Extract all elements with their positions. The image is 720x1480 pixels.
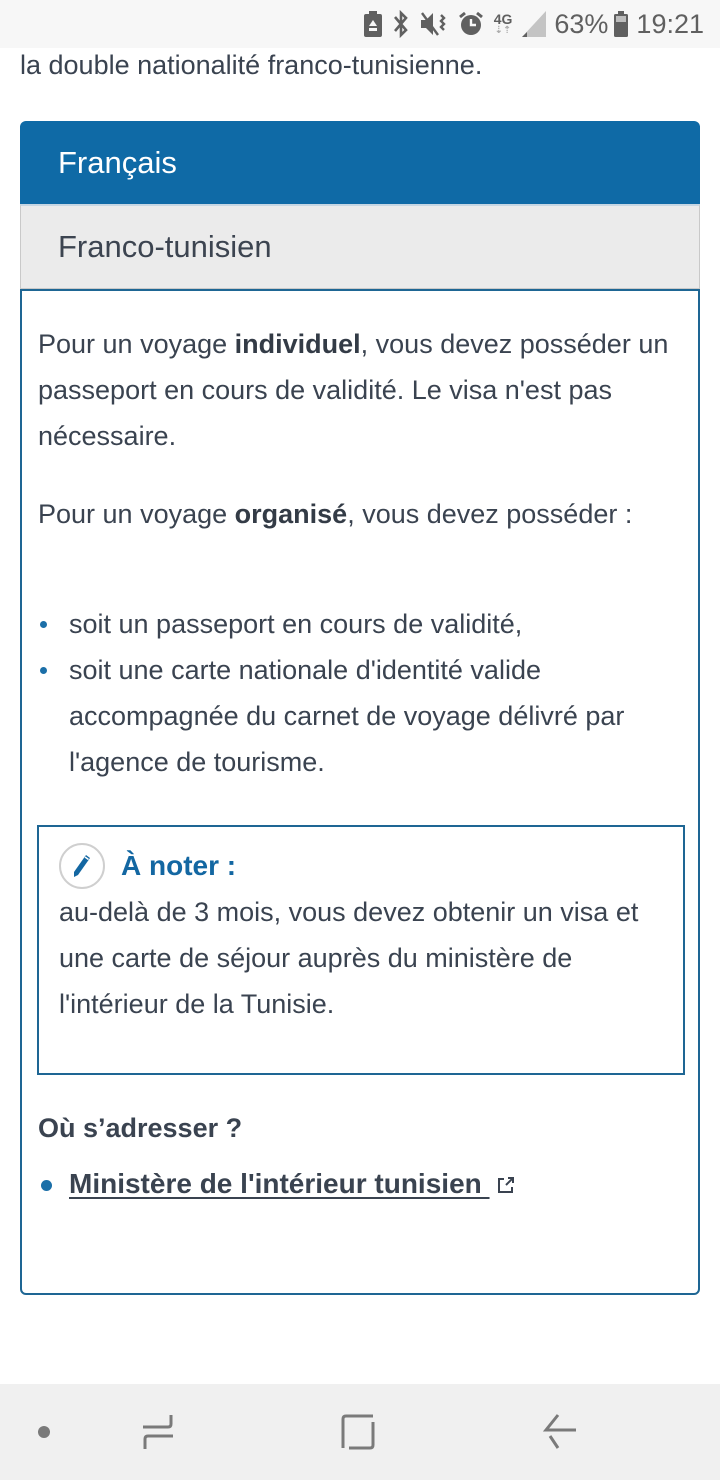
list-item-text: soit une carte nationale d'identité valide accompagnée du carnet de voyage délivré par l'agence de tourisme. (69, 655, 625, 777)
note-box (37, 825, 685, 1075)
bullet-icon (40, 621, 47, 628)
requirements-list (38, 601, 678, 785)
system-nav-bar (0, 1384, 720, 1480)
accordion-header-francais[interactable] (20, 121, 700, 204)
emphasis: organisé (234, 499, 348, 529)
intro-text: la double nationalité franco-tunisienne. (20, 50, 483, 80)
list-item (38, 1161, 516, 1209)
battery-icon (614, 9, 628, 39)
page-content (0, 48, 720, 1384)
bullet-icon (41, 1180, 52, 1191)
individual-travel-paragraph (38, 321, 678, 459)
text: , vous devez posséder un passeport en cours de validité. Le visa n'est pas nécessaire. (38, 329, 669, 451)
where-to-go-heading: Où s’adresser ? (38, 1113, 243, 1143)
battery-percent: 63% (554, 8, 609, 39)
accordion-panel (20, 289, 700, 1295)
text: Pour un voyage (38, 499, 235, 529)
external-link-icon[interactable] (496, 1163, 516, 1209)
text: , vous devez posséder : (347, 499, 633, 529)
accordion-item-franco-tunisien[interactable] (20, 204, 700, 289)
signal-icon (522, 9, 546, 39)
network-4g-icon: 4G ⇣⇡ (493, 11, 513, 36)
alarm-icon (458, 9, 484, 39)
emphasis: individuel (234, 329, 361, 359)
text: Pour un voyage (38, 329, 235, 359)
note-text: au-delà de 3 mois, vous devez obtenir un visa et une carte de séjour auprès du ministère de l'intérieur de la Tunisie. (59, 897, 639, 1019)
nav-back-button[interactable] (540, 1412, 580, 1452)
list-item-text: soit un passeport en cours de validité, (69, 609, 523, 639)
note-header (59, 843, 663, 889)
nav-menu-dot[interactable] (24, 1412, 64, 1452)
list-item (38, 601, 678, 647)
pencil-icon (59, 843, 105, 889)
battery-saver-icon (364, 9, 382, 39)
vibrate-mute-icon (420, 9, 448, 39)
nav-recent-apps-button[interactable] (138, 1412, 178, 1452)
status-bar (0, 0, 720, 48)
note-title: À noter : (121, 850, 237, 881)
ministry-interior-link[interactable]: Ministère de l'intérieur tunisien (69, 1168, 490, 1199)
organized-travel-paragraph (38, 491, 678, 537)
network-label: 4G (493, 11, 513, 27)
clock: 19:21 (636, 8, 704, 39)
nationality-accordion (20, 121, 700, 1295)
list-item (38, 647, 678, 785)
where-to-go-list (38, 1161, 516, 1209)
bluetooth-icon (392, 9, 410, 39)
nav-home-button[interactable] (338, 1412, 378, 1452)
bullet-icon (40, 667, 47, 674)
accordion-item-label: Franco-tunisien (58, 229, 272, 264)
accordion-header-label: Français (58, 144, 177, 180)
